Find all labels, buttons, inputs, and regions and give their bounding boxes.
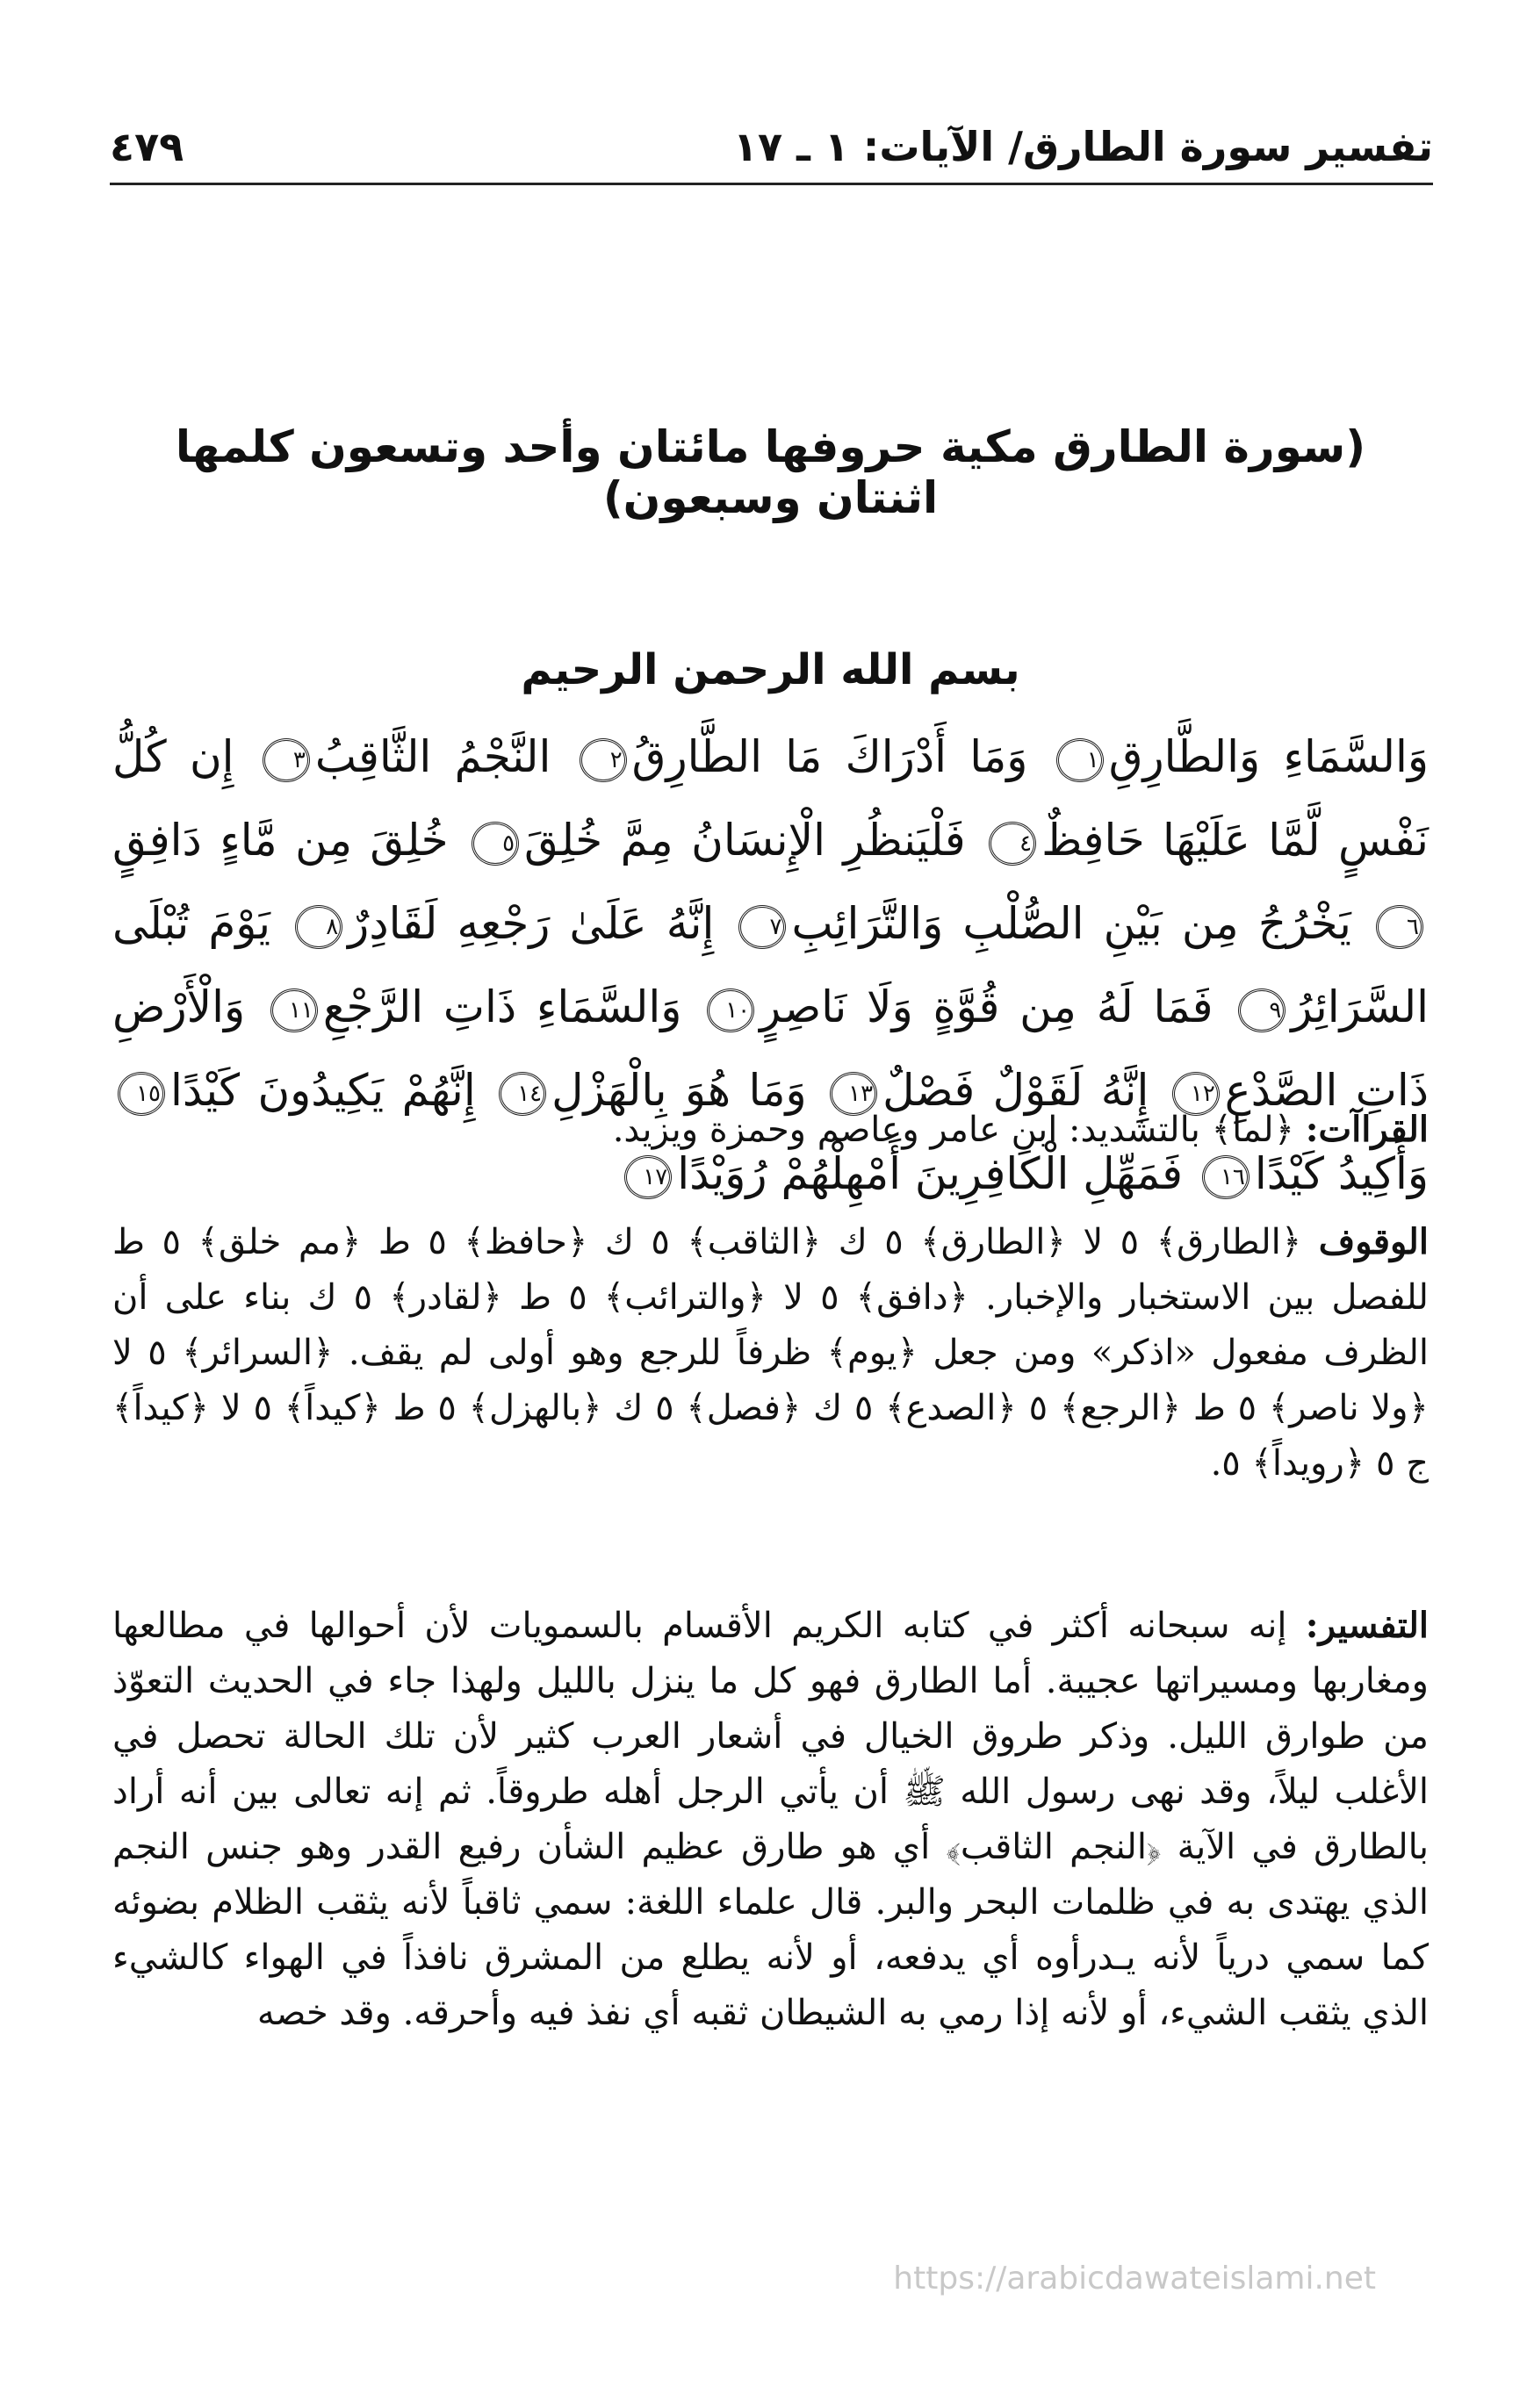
ayah-number-marker: ٩ [1238,988,1286,1032]
ayah-text: فَمَا لَهُ مِن قُوَّةٍ وَلَا نَاصِرٍ [760,981,1214,1032]
ayah-text: إِنَّهُ عَلَىٰ رَجْعِهِ لَقَادِرٌ [348,898,715,949]
header-rule [110,183,1433,185]
ayah-number-marker: ١٥ [118,1072,165,1116]
ayah-number-marker: ١ [1056,738,1104,782]
ayah-number-marker: ٦ [1376,905,1423,949]
ayah-text: خُلِقَ مِن مَّاءٍ دَافِقٍ [112,815,449,866]
ayah-text: فَلْيَنظُرِ الْإِنسَانُ مِمَّ خُلِقَ [524,815,966,866]
basmala: بسم الله الرحمن الرحيم [521,645,1020,694]
ayah-text: يَخْرُجُ مِن بَيْنِ الصُّلْبِ وَالتَّرَائِبِ [791,898,1351,949]
ayah-text: وَالسَّمَاءِ وَالطَّارِقِ [1108,731,1429,782]
ayah-number-marker: ١٢ [1172,1072,1220,1116]
ayah-number-marker: ١١ [270,988,318,1032]
ayah-number-marker: ٧ [738,905,786,949]
wuquf-section [112,1214,1429,1492]
ayah-text: يَوْمَ تُبْلَى السَّرَائِرُ [112,898,1429,1032]
running-title: تفسير سورة الطارق/ الآيات: ١ ـ ١٧ [732,123,1433,170]
wuquf-text: ﴿الطارق﴾ ٥ لا ﴿الطارق﴾ ٥ ك ﴿الثاقب﴾ ٥ ك ﴿حافظ﴾ ٥ ط ﴿مم خلق﴾ ٥ ط للفصل بين الاستخبار والإخبار. ﴿دافق﴾ ٥ لا ﴿والترائب﴾ ٥ ط ﴿لقادر﴾ ٥ ك بناء على أن الظرف مفعول «اذكر» ومن جعل ﴿يوم﴾ ظرفاً للرجع وهو أولى لم يقف. ﴿السرائر﴾ ٥ لا ﴿ولا ناصر﴾ ٥ ط ﴿الرجع﴾ ٥ ﴿الصدع﴾ ٥ ك ﴿فصل﴾ ٥ ك ﴿بالهزل﴾ ٥ ط ﴿كيداً﴾ ٥ لا ﴿كيداً﴾ ج ٥ ﴿رويداً﴾ ٥. [112,1222,1430,1484]
ayah-text: فَمَهِّلِ الْكَافِرِينَ أَمْهِلْهُمْ رُوَيْدًا [677,1148,1183,1199]
ayah-text: وَمَا هُوَ بِالْهَزْلِ [551,1065,807,1116]
ayah-text: وَأَكِيدُ كَيْدًا [1254,1148,1429,1199]
ayah-text: وَالسَّمَاءِ ذَاتِ الرَّجْعِ [322,981,682,1032]
ayah-number-marker: ١٧ [624,1155,672,1199]
qiraat-section [112,1102,1429,1158]
page-number: ٤٧٩ [110,123,184,170]
ayah-text: النَّجْمُ الثَّاقِبُ [314,731,551,782]
surah-title: (سورة الطارق مكية حروفها مائتان وأحد وتسعون كلمها اثنتان وسبعون) [175,421,1366,523]
ayah-number-marker: ٨ [295,905,342,949]
ayah-text: وَمَا أَدْرَاكَ مَا الطَّارِقُ [631,731,1028,782]
ayah-number-marker: ٤ [989,822,1036,866]
ayah-number-marker: ٥ [472,822,519,866]
tafsir-section [112,1598,1429,2041]
ayah-number-marker: ١٠ [707,988,754,1032]
ayah-number-marker: ١٤ [499,1072,546,1116]
ayah-number-marker: ٣ [263,738,310,782]
ayah-number-marker: ٢ [580,738,627,782]
page-header [110,123,1433,170]
ayah-number-marker: ١٣ [830,1072,877,1116]
ayah-text: إِنَّهُمْ يَكِيدُونَ كَيْدًا [170,1065,476,1116]
wuquf-label: الوقوف [1318,1221,1429,1262]
qiraat-text: ﴿لما﴾ بالتشديد: ابن عامر وعاصم وحمزة ويزيد. [612,1110,1295,1150]
tafsir-label: التفسير: [1305,1605,1429,1646]
watermark: https://arabicdawateislami.net [893,2261,1376,2297]
ayah-text: إِنَّهُ لَقَوْلٌ فَصْلٌ [882,1065,1149,1116]
ayah-text: وَالْأَرْضِ ذَاتِ الصَّدْعِ [112,981,1430,1116]
ayah-text: إِن كُلُّ نَفْسٍ لَّمَّا عَلَيْهَا حَافِظٌ [112,731,1429,866]
ayah-number-marker: ١٦ [1202,1155,1250,1199]
qiraat-label: القراآت: [1305,1109,1429,1150]
tafsir-text: إنه سبحانه أكثر في كتابه الكريم الأقسام بالسمويات لأن أحوالها في مطالعها ومغاربها ومسيراتها عجيبة. أما الطارق فهو كل ما ينزل بالليل ولهذا جاء في الحديث التعوّذ من طوارق الليل. وذكر طروق الخيال في أشعار العرب كثير لأن تلك الحالة تحصل في الأغلب ليلاً، وقد نهى رسول الله ﷺ أن يأتي الرجل أهله طروقاً. ثم إنه تعالى بين أنه أراد بالطارق في الآية ﴿النجم الثاقب﴾ أي هو طارق عظيم الشأن رفيع القدر وهو جنس النجم الذي يهتدى به في ظلمات البحر والبر. قال علماء اللغة: سمي ثاقباً لأنه يثقب الظلام بضوئه كما سمي درياً لأنه يـدرأوه أي يدفعه، أو لأنه يطلع من المشرق نافذاً في الهواء كالشيء الذي يثقب الشيء، أو لأنه إذا رمي به الشيطان ثقبه أي نفذ فيه وأحرقه. وقد خصه [112,1606,1429,2033]
